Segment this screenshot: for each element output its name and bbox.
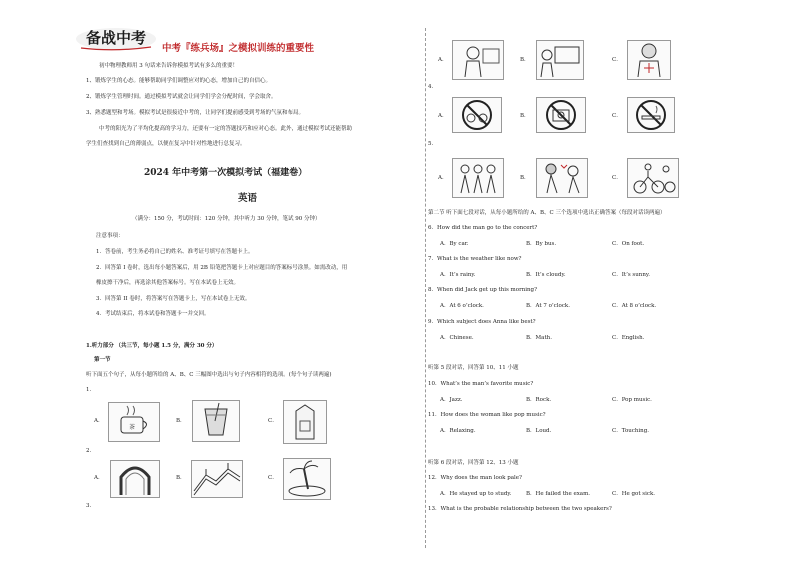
q6-option-c: C．On foot. bbox=[612, 241, 645, 247]
q3-label-c: C． bbox=[612, 57, 622, 63]
intro-point-1: 1、锻炼学生的心态。能够帮助同学们调整应对的心态，增加自己的自信心。 bbox=[86, 78, 272, 84]
q8-option-b: B．At 7 o’clock. bbox=[526, 303, 570, 309]
q4-label-a: A． bbox=[438, 113, 448, 119]
q5-pic-c-cycling-icon bbox=[627, 158, 679, 198]
q4-number: 4． bbox=[428, 84, 437, 90]
q9-option-b: B．Math. bbox=[526, 335, 552, 341]
q11-option-c: C．Touching. bbox=[612, 428, 649, 434]
q8-option-c: C．At 8 o’clock. bbox=[612, 303, 657, 309]
group-6-heading: 听第 6 段对话，回答第 12、13 小题 bbox=[428, 460, 519, 466]
intro-closing-2: 学生们查找到自己的薄弱点，以便在复习中针对性地进行总复习。 bbox=[86, 141, 246, 147]
q5-pic-a-kids-icon bbox=[452, 158, 504, 198]
listening-part bbox=[86, 343, 217, 350]
q2-pic-a-arch-icon bbox=[110, 460, 160, 498]
q6-option-b: B．By bus. bbox=[526, 241, 557, 247]
q12-option-c: C．He got sick. bbox=[612, 491, 656, 497]
logo-text: 备战中考 bbox=[85, 29, 147, 47]
q1-label-b: B． bbox=[176, 418, 186, 424]
q3-number: 3． bbox=[86, 503, 95, 509]
q6-option-a: A．By car. bbox=[440, 241, 469, 247]
q1-pic-c-milk-icon bbox=[283, 400, 327, 444]
q1-pic-b-juice-icon bbox=[192, 400, 240, 442]
q11-option-b: B．Loud. bbox=[526, 428, 552, 434]
section-2-instr: 第二节 听下面七段对话，从每小题所给的 A、B、C 三个选项中选出正确答案（每段对话读两遍） bbox=[428, 210, 666, 216]
q2-label-a: A． bbox=[94, 475, 104, 481]
note-2-cont: 橡皮擦干净后，再选涂其他答案标号。写在本试卷上无效。 bbox=[96, 280, 240, 286]
q3-pic-b-board-icon bbox=[536, 40, 584, 80]
q8-option-a: A．At 6 o’clock. bbox=[440, 303, 484, 309]
q5-label-b: B． bbox=[520, 175, 530, 181]
q11-option-a: A．Relaxing. bbox=[440, 428, 476, 434]
q7-option-a: A．It’s rainy. bbox=[440, 272, 476, 278]
q11-stem: 11．How does the woman like pop music? bbox=[428, 412, 546, 418]
exam-subject: 英语 bbox=[238, 193, 258, 204]
q5-label-c: C． bbox=[612, 175, 622, 181]
intro-point-2: 2、锻炼学生管理时间。通过模拟考试就会让同学们学会分配时间，学会取舍。 bbox=[86, 94, 277, 100]
svg-text:茶: 茶 bbox=[128, 424, 136, 431]
q13-stem: 13．What is the probable relationship between the two speakers? bbox=[428, 506, 612, 512]
q10-option-c: C．Pop music. bbox=[612, 397, 652, 403]
group-5-heading: 听第 5 段对话，回答第 10、11 小题 bbox=[428, 365, 519, 371]
q7-option-b: B．It’s cloudy. bbox=[526, 272, 566, 278]
header-title: 中考『练兵场』之模拟训练的重要性 bbox=[162, 43, 315, 54]
intro-lead: 初中物理教师用 3 句话来告诉你模拟考试有多么的重要！ bbox=[99, 63, 238, 69]
listening-part-title: 1.听力部分 bbox=[86, 343, 114, 349]
q4-label-b: B． bbox=[520, 113, 530, 119]
note-4: 4．考试结束后，将本试卷和答题卡一并交回。 bbox=[96, 311, 210, 317]
q2-label-c: C． bbox=[268, 475, 278, 481]
q4-pic-a-no-bike-icon bbox=[452, 97, 502, 133]
intro-point-3: 3、熟悉题型和考场。模拟考试是很接近中考的，让同学们提前感受到考场的气氛和布局。 bbox=[86, 110, 305, 116]
q4-label-c: C． bbox=[612, 113, 622, 119]
q12-stem: 12．Why does the man look pale? bbox=[428, 475, 522, 481]
q1-label-c: C． bbox=[268, 418, 278, 424]
brush-logo-icon bbox=[75, 26, 157, 52]
q4-pic-b-no-photo-icon bbox=[536, 97, 586, 133]
q4-pic-c-no-smoking-icon bbox=[627, 97, 675, 133]
q2-pic-b-wall-icon bbox=[191, 460, 243, 498]
exam-title: 2024 年中考第一次模拟考试（福建卷） bbox=[144, 168, 308, 178]
q1-pic-a-tea-icon bbox=[108, 402, 160, 442]
intro-closing-1: 中考的阳光为了平均化提高的学习力，还要有一定的答题技巧和应对心态。此外，通过模拟考试还能帮助 bbox=[99, 126, 353, 132]
q3-label-b: B． bbox=[520, 57, 530, 63]
exam-info: （满分：150 分，考试时间：120 分钟，其中听力 30 分钟，笔试 90 分钟） bbox=[132, 216, 321, 222]
q9-option-a: A．Chinese. bbox=[440, 335, 474, 341]
q2-number: 2． bbox=[86, 448, 95, 454]
q10-option-a: A．Jazz. bbox=[440, 397, 463, 403]
q12-option-b: B．He failed the exam. bbox=[526, 491, 591, 497]
q3-pic-a-teacher-icon bbox=[452, 40, 504, 80]
q9-option-c: C．English. bbox=[612, 335, 645, 341]
q6-stem: 6．How did the man go to the concert? bbox=[428, 225, 538, 231]
q2-pic-c-island-icon bbox=[283, 458, 331, 500]
q5-label-a: A． bbox=[438, 175, 448, 181]
q2-label-b: B． bbox=[176, 475, 186, 481]
note-2: 2．回答第 I 卷时，选出每小题答案后，用 2B 铅笔把答题卡上对应题目的答案标号涂黑。如需改动，用 bbox=[96, 265, 348, 271]
q9-stem: 9．Which subject does Anna like best? bbox=[428, 319, 536, 325]
brand-logo bbox=[75, 26, 157, 52]
q5-pic-b-play-icon bbox=[536, 158, 588, 198]
column-divider bbox=[425, 28, 426, 548]
q1-number: 1． bbox=[86, 387, 95, 393]
note-3: 3．回答第 II 卷时，将答案写在答题卡上，写在本试卷上无效。 bbox=[96, 296, 251, 302]
q8-stem: 8．When did Jack get up this morning? bbox=[428, 287, 538, 293]
notes-heading: 注意事项： bbox=[96, 233, 124, 239]
q7-stem: 7．What is the weather like now? bbox=[428, 256, 522, 262]
q12-option-a: A．He stayed up to study. bbox=[440, 491, 512, 497]
q1-label-a: A． bbox=[94, 418, 104, 424]
q5-number: 5． bbox=[428, 141, 437, 147]
q10-option-b: B．Rock. bbox=[526, 397, 552, 403]
q3-label-a: A． bbox=[438, 57, 448, 63]
q3-pic-c-doctor-icon bbox=[627, 40, 671, 80]
section-1-instr: 听下面五个句子，从每小题所给的 A、B、C 三幅图中选出与句子内容相符的选项。(每个句子读两遍) bbox=[86, 372, 332, 378]
section-1-title: 第一节 bbox=[94, 357, 111, 363]
q10-stem: 10．What’s the man’s favorite music? bbox=[428, 381, 534, 387]
note-1: 1．答卷前，考生务必将自己的姓名、准考证号填写在答题卡上。 bbox=[96, 249, 254, 255]
q7-option-c: C．It’s sunny. bbox=[612, 272, 650, 278]
listening-part-info: （共三节，每小题 1.5 分，满分 30 分） bbox=[115, 343, 218, 349]
